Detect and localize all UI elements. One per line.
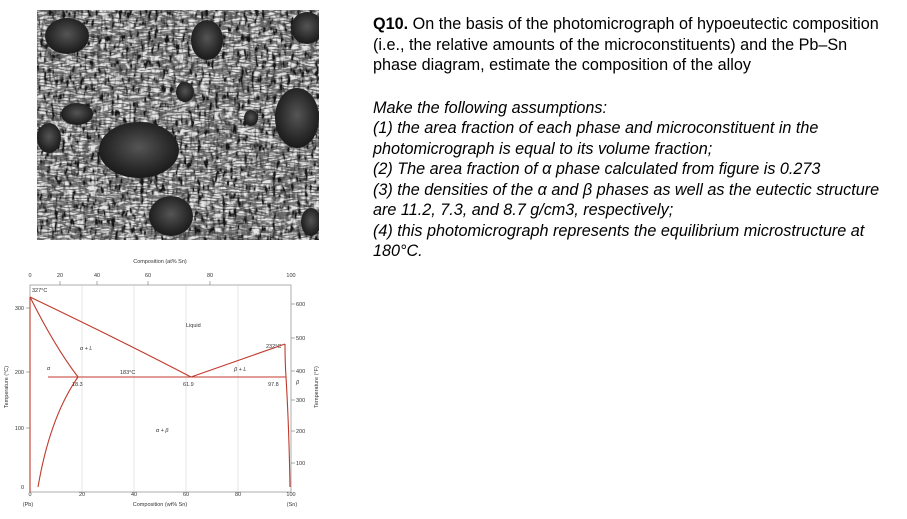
top-tick: 80 (206, 273, 214, 279)
bottom-tick: 0 (28, 492, 32, 498)
right-tick: 600 (296, 302, 306, 308)
question-body: On the basis of the photomicrograph of hypoeutectic composition (i.e., the relative amounts of the microconstituents) and the Pb–Sn phase diagram, estimate the composition of the alloy (373, 15, 879, 74)
assumption-item: (2) The area fraction of α phase calculated from figure is 0.273 (373, 160, 821, 178)
liquidus-left (30, 297, 191, 377)
bottom-tick: 20 (78, 492, 86, 498)
assumption-item: (1) the area fraction of each phase and microconstituent in the photomicrograph is equal to its volume fraction; (373, 119, 819, 158)
left-tick: 300 (14, 306, 24, 312)
beta-limit-label: 97.8 (268, 382, 279, 388)
alpha-limit-label: 18.3 (72, 382, 83, 388)
bottom-axis-label: Composition (wt% Sn) (132, 502, 188, 508)
assumption-item: (3) the densities of the α and β phases as well as the eutectic structure are 11.2, 7.3, and 8.7 g/cm3, respectively; (373, 180, 880, 219)
right-tick: 100 (296, 461, 306, 467)
right-axis-label: Temperature (°F) (314, 366, 320, 408)
phase-boundaries (30, 297, 290, 487)
top-tick: 0 (28, 273, 32, 279)
left-tick: 200 (14, 370, 24, 376)
beta-label: β (296, 380, 300, 386)
question-number: Q10. (373, 15, 409, 33)
alpha-liquid-label: α + L (80, 346, 93, 352)
eutectic-temp-label: 183°C (120, 370, 136, 376)
assumptions-list (373, 98, 895, 262)
question-text (373, 14, 895, 76)
liquid-label: Liquid (186, 323, 201, 329)
top-tick: 100 (286, 273, 296, 279)
beta-boundary (285, 344, 290, 487)
solvus-alpha (38, 377, 78, 487)
bottom-tick: 100 (286, 492, 296, 498)
left-tick: 0 (20, 485, 24, 491)
right-tick: 200 (296, 429, 306, 435)
top-axis-label: Composition (at% Sn) (133, 259, 187, 265)
alpha-beta-label: α + β (156, 428, 169, 434)
right-tick: 300 (296, 398, 306, 404)
right-tick: 400 (296, 369, 306, 375)
top-tick: 40 (93, 273, 101, 279)
pb-sn-phase-diagram (0, 252, 330, 519)
beta-liquid-label: β + L (234, 367, 247, 373)
top-tick: 60 (144, 273, 152, 279)
pb-label: (Pb) (22, 502, 34, 508)
bottom-tick: 80 (234, 492, 242, 498)
assumption-item: (4) this photomicrograph represents the equilibrium microstructure at 180°C. (373, 221, 865, 260)
assumptions-heading: Make the following assumptions: (373, 98, 607, 117)
sn-melt-label: 232°C (266, 344, 282, 350)
eutectic-comp-label: 61.9 (183, 382, 194, 388)
top-tick: 20 (56, 273, 64, 279)
left-axis-label: Temperature (°C) (4, 365, 10, 409)
alpha-label: α (47, 366, 51, 372)
right-tick: 500 (296, 336, 306, 342)
question-block (373, 14, 895, 262)
left-tick: 100 (14, 426, 24, 432)
pb-melt-label: 327°C (32, 288, 48, 294)
sn-label: (Sn) (286, 502, 298, 508)
bottom-tick: 40 (130, 492, 138, 498)
bottom-tick: 60 (182, 492, 190, 498)
photomicrograph-image (37, 10, 319, 240)
grid (82, 285, 238, 492)
